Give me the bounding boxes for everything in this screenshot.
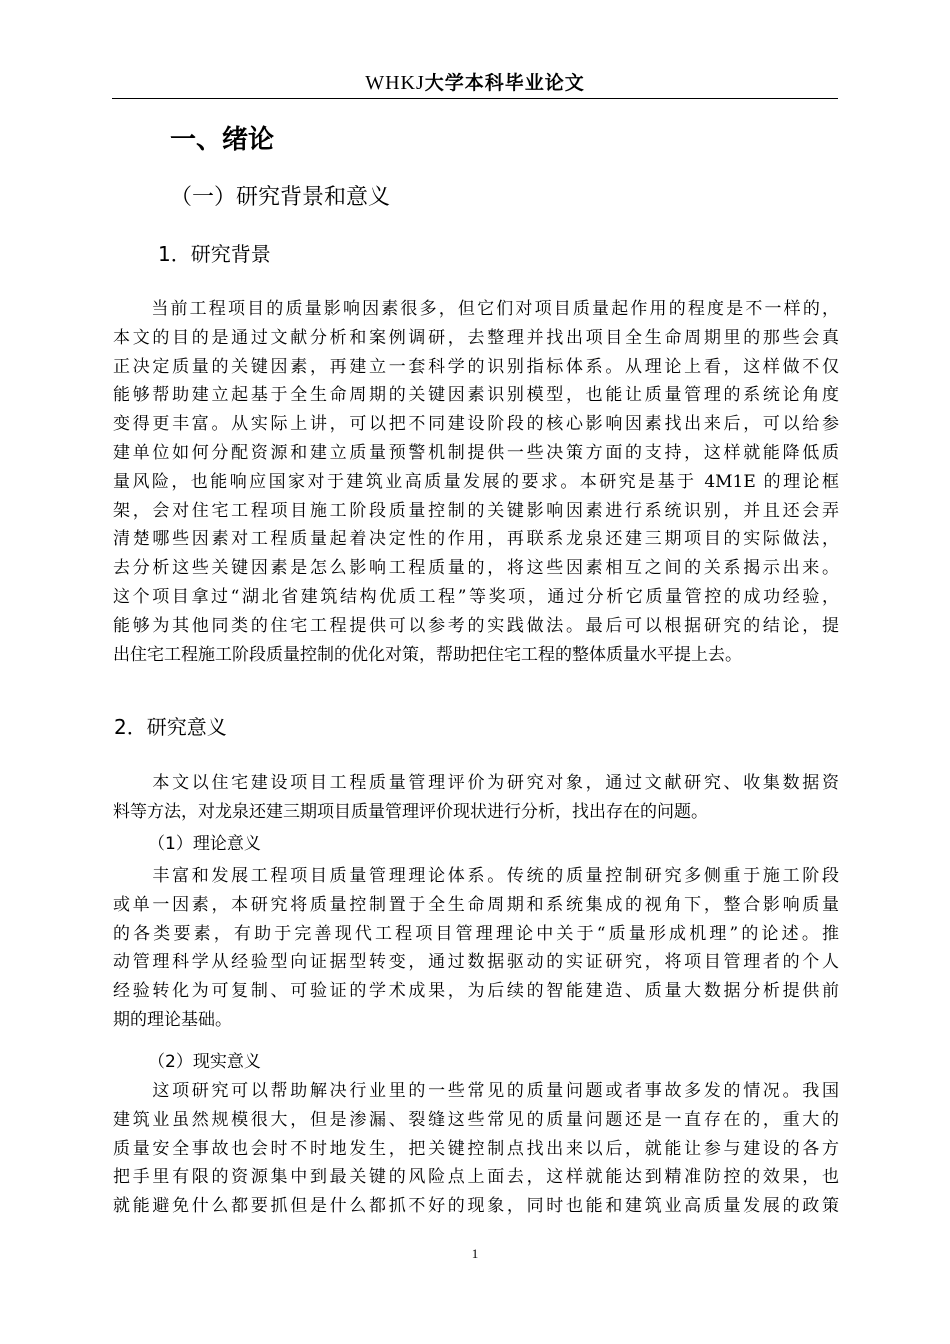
subsection-heading-background: 1．研究背景 (158, 242, 271, 266)
text-line: 或单一因素，本研究将质量控制置于全生命周期和系统集成的视角下，整合影响质量 (113, 894, 839, 915)
text-line: 期的理论基础。 (113, 1009, 232, 1030)
header-title-cjk: 大学本科毕业论文 (424, 72, 585, 94)
text-line: 变得更丰富。从实际上讲，可以把不同建设阶段的核心影响因素找出来后，可以给参 (113, 414, 839, 435)
paragraph-background (113, 295, 839, 669)
text-line: 量风险，也能响应国家对于建筑业高质量发展的要求。本研究是基于 4M1E 的理论框 (113, 471, 839, 492)
text-line: 出住宅工程施工阶段质量控制的优化对策，帮助把住宅工程的整体质量水平提上去。 (113, 644, 742, 665)
text-line: 丰富和发展工程项目质量管理理论体系。传统的质量控制研究多侧重于施工阶段 (113, 866, 839, 886)
item-heading-practice: （2）现实意义 (148, 1052, 261, 1072)
paragraph-practice (113, 1077, 839, 1221)
subsection-heading-significance: 2．研究意义 (114, 715, 227, 739)
text-line: 能够帮助建立起基于全生命周期的关键因素识别模型，也能让质量管理的系统论角度 (113, 385, 839, 406)
text-line: 动管理科学从经验型向证据型转变，通过数据驱动的实证研究，将项目管理者的个人 (113, 952, 839, 973)
paragraph-significance-intro (113, 769, 839, 827)
text-line: 能够为其他同类的住宅工程提供可以参考的实践做法。最后可以根据研究的结论，提 (113, 615, 839, 636)
page-number: 1 (471, 1246, 479, 1261)
item-heading-theory: （1）理论意义 (148, 834, 261, 854)
text-line: 质量安全事故也会时不时地发生，把关键控制点找出来以后，就能让参与建设的各方 (113, 1138, 839, 1159)
text-line: 去分析这些关键因素是怎么影响工程质量的，将这些因素相互之间的关系揭示出来。 (113, 558, 839, 579)
text-line: 建单位如何分配资源和建立质量预警机制提供一些决策方面的支持，这样就能降低质 (113, 442, 839, 463)
text-line: 本文以住宅建设项目工程质量管理评价为研究对象，通过文献研究、收集数据资 (113, 773, 839, 793)
section-heading: （一）研究背景和意义 (170, 185, 391, 210)
text-line: 清楚哪些因素对工程质量起着决定性的作用，再联系龙泉还建三期项目的实际做法， (113, 529, 839, 550)
running-header (112, 68, 838, 99)
text-line: 架，会对住宅工程项目施工阶段质量控制的关键影响因素进行系统识别，并且还会弄 (113, 500, 839, 521)
text-line: 的各类要素，有助于完善现代工程项目管理理论中关于“质量形成机理”的论述。推 (113, 923, 839, 944)
text-line: 建筑业虽然规模很大，但是渗漏、裂缝这些常见的质量问题还是一直存在的，重大的 (113, 1109, 839, 1130)
text-line: 这项研究可以帮助解决行业里的一些常见的质量问题或者事故多发的情况。我国 (113, 1081, 839, 1101)
text-line: 料等方法，对龙泉还建三期项目质量管理评价现状进行分析，找出存在的问题。 (113, 801, 708, 822)
text-line: 就能避免什么都要抓但是什么都抓不好的现象，同时也能和建筑业高质量发展的政策 (113, 1196, 839, 1217)
text-line: 这个项目拿过“湖北省建筑结构优质工程”等奖项，通过分析它质量管控的成功经验， (113, 586, 839, 607)
paragraph-theory (113, 862, 839, 1035)
header-title-latin: WHKJ (365, 72, 425, 94)
text-line: 经验转化为可复制、可验证的学术成果，为后续的智能建造、质量大数据分析提供前 (113, 981, 839, 1002)
text-line: 把手里有限的资源集中到最关键的风险点上面去，这样就能达到精准防控的效果，也 (113, 1167, 839, 1188)
text-line: 本文的目的是通过文献分析和案例调研，去整理并找出项目全生命周期里的那些会真 (113, 327, 839, 348)
text-line: 当前工程项目的质量影响因素很多，但它们对项目质量起作用的程度是不一样的， (113, 299, 839, 319)
text-line: 正决定质量的关键因素，再建立一套科学的识别指标体系。从理论上看，这样做不仅 (113, 356, 839, 377)
chapter-heading: 一、绪论 (170, 125, 275, 155)
